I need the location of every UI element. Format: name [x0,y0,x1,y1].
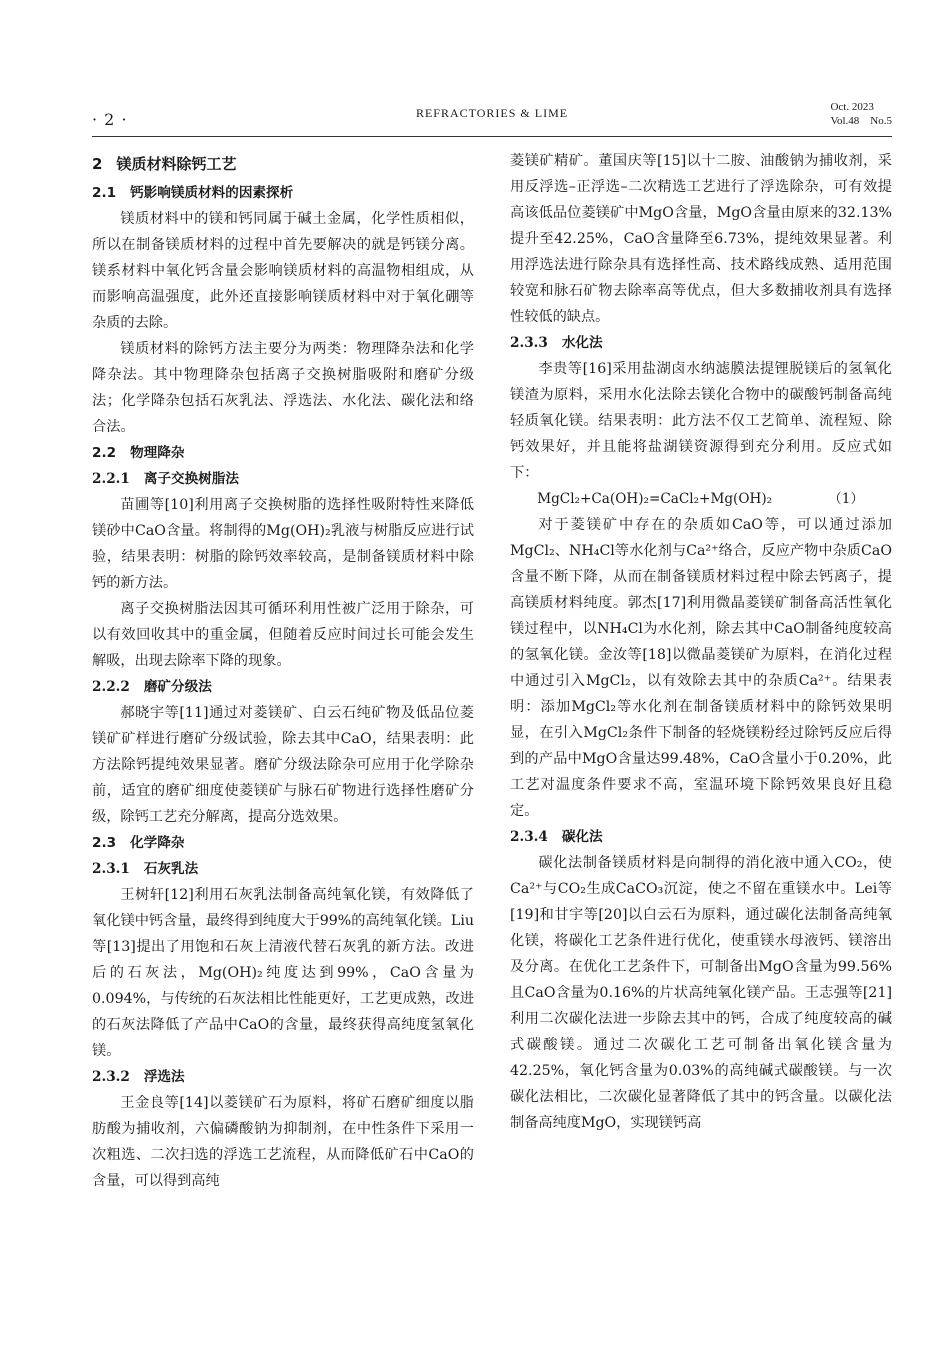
subsubsection-heading: 2.3.4 碳化法 [510,829,603,845]
subsection-heading: 2.3 化学降杂 [92,835,185,851]
equation [510,486,892,512]
journal-name: REFRACTORIES & LIME [415,106,569,120]
subsection-heading: 2.2 物理降杂 [92,445,185,461]
paragraph: 镁质材料中的镁和钙同属于碱土金属，化学性质相似，所以在制备镁质材料的过程中首先要解决的就是钙镁分离。镁系材料中氧化钙含量会影响镁质材料的高温物相组成，从而影响高温强度，此外还直接影响镁质材料中对于氧化硼等杂质的去除。 [92,211,474,331]
page-number: · 2 · [92,110,128,129]
paragraph: 菱镁矿精矿。董国庆等[15]以十二胺、油酸钠为捕收剂，采用反浮选–正浮选–二次精选工艺进行了浮选除杂，可有效提高该低品位菱镁矿中MgO含量，MgO含量由原来的32.13%提升至42.25%，CaO含量降至6.73%，提纯效果显著。利用浮选法进行除杂具有选择性高、技术路线成熟、适用范围较宽和脉石矿物去除率高等优点，但大多数捕收剂具有选择性较低的缺点。 [510,153,892,325]
left-column [92,148,474,1194]
paragraph: 郝晓宇等[11]通过对菱镁矿、白云石纯矿物及低品位菱镁矿矿样进行磨矿分级试验，除去其中CaO，结果表明：此方法除钙提纯效果显著。磨矿分级法除杂可应用于化学除杂前，适宜的磨矿细度使菱镁矿与脉石矿物进行选择性磨矿分级，除钙工艺充分解离，提高分选效果。 [92,705,474,825]
subsubsection-heading: 2.2.2 磨矿分级法 [92,679,212,695]
paragraph: 离子交换树脂法因其可循环利用性被广泛用于除杂，可以有效回收其中的重金属，但随着反应时间过长可能会发生解吸，出现去除率下降的现象。 [92,601,474,669]
right-column [510,148,892,1136]
paragraph: 对于菱镁矿中存在的杂质如CaO等，可以通过添加MgCl₂、NH₄Cl等水化剂与Ca²⁺络合，反应产物中杂质CaO含量不断下降，从而在制备镁质材料过程中除去钙离子，提高镁质材料纯度。郭杰[17]利用微晶菱镁矿制备高活性氧化镁过程中，以NH₄Cl为水化剂，除去其中CaO制备纯度较高的氢氧化镁。金汝等[18]以微晶菱镁矿为原料，在消化过程中通过引入MgCl₂，以有效除去其中的杂质Ca²⁺。结果表明：添加MgCl₂等水化剂在制备镁质材料中的除钙效果明显，在引入MgCl₂条件下制备的轻烧镁粉经过除钙反应后得到的产品中MgO含量达99.48%，CaO含量小于0.20%，此工艺对温度条件要求不高，室温环境下除钙效果良好且稳定。 [510,517,892,819]
subsubsection-heading: 2.3.2 浮选法 [92,1069,185,1085]
subsubsection-heading: 2.3.3 水化法 [510,335,603,351]
paragraph: 镁质材料的除钙方法主要分为两类：物理降杂法和化学降杂法。其中物理降杂包括离子交换树脂吸附和磨矿分级法；化学降杂包括石灰乳法、浮选法、水化法、碳化法和络合法。 [92,341,474,435]
paragraph: 碳化法制备镁质材料是向制得的消化液中通入CO₂，使Ca²⁺与CO₂生成CaCO₃沉淀，使之不留在重镁水中。Lei等[19]和甘宇等[20]以白云石为原料，通过碳化法制备高纯氧化镁，将碳化工艺条件进行优化，使重镁水母液钙、镁溶出及分离。在优化工艺条件下，可制备出MgO含量为99.56%且CaO含量为0.16%的片状高纯氧化镁产品。王志强等[21]利用二次碳化法进一步除去其中的钙，合成了纯度较高的碱式碳酸镁。通过二次碳化工艺可制备出氧化镁含量为42.25%，氧化钙含量为0.03%的高纯碱式碳酸镁。与一次碳化法相比，二次碳化显著降低了其中的钙含量。以碳化法制备高纯度MgO，实现镁钙高 [510,855,892,1131]
subsubsection-heading: 2.2.1 离子交换树脂法 [92,471,239,487]
issue-volume: Vol.48 No.5 [830,115,892,127]
issue-date: Oct. 2023 [830,101,874,113]
paragraph: 苗圃等[10]利用离子交换树脂的选择性吸附特性来降低镁砂中CaO含量。将制得的Mg(OH)₂乳液与树脂反应进行试验，结果表明：树脂的除钙效率较高，是制备镁质材料中除钙的新方法。 [92,497,474,591]
equation-body: MgCl₂+Ca(OH)₂=CaCl₂+Mg(OH)₂ [537,491,773,507]
page-header [92,100,892,137]
subsection-heading: 2.1 钙影响镁质材料的因素探析 [92,185,294,201]
section-heading: 2 镁质材料除钙工艺 [92,155,237,173]
issue-info [830,100,892,128]
paragraph: 王树轩[12]利用石灰乳法制备高纯氧化镁，有效降低了氧化镁中钙含量，最终得到纯度大于99%的高纯氧化镁。Liu等[13]提出了用饱和石灰上清液代替石灰乳的新方法。改进后的石灰法，Mg(OH)₂纯度达到99%，CaO含量为0.094%，与传统的石灰法相比性能更好，工艺更成熟，改进的石灰法降低了产品中CaO的含量，最终获得高纯度氢氧化镁。 [92,887,474,1059]
paragraph: 李贵等[16]采用盐湖卤水纳滤膜法提锂脱镁后的氢氧化镁渣为原料，采用水化法除去镁化合物中的碳酸钙制备高纯轻质氧化镁。结果表明：此方法不仅工艺简单、流程短、除钙效果好，并且能将盐湖镁资源得到充分利用。反应式如下： [510,361,892,481]
equation-number: （1） [828,491,864,507]
paragraph: 王金良等[14]以菱镁矿石为原料，将矿石磨矿细度以脂肪酸为捕收剂，六偏磷酸钠为抑制剂，在中性条件下采用一次粗选、二次扫选的浮选工艺流程，从而降低矿石中CaO的含量，可以得到高纯 [92,1095,474,1189]
subsubsection-heading: 2.3.1 石灰乳法 [92,861,199,877]
